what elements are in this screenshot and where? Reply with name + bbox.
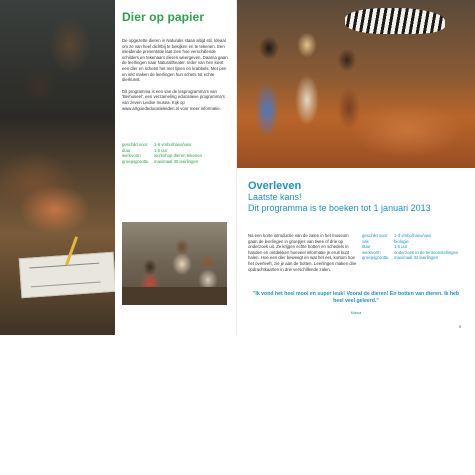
booking-deadline: Dit programma is te boeken tot 1 januari 2013 xyxy=(248,203,431,213)
info-row xyxy=(122,159,232,165)
program-paragraph: Dit programma is een van de lesprogramma's van 'Bemuseel', een verzameling educatieve programma's van zeven Leidse musea. Kijk op www.artgoededucatieleiden.nl voor meer informatie. xyxy=(122,88,225,111)
student-quote: "Ik vond het heel mooi en super leuk! Vooral de dieren! En botten van dieren. Ik heb heel veel geleerd." xyxy=(252,291,460,304)
info-key: duur xyxy=(122,147,131,153)
classroom-photo xyxy=(122,222,227,305)
info-row xyxy=(362,255,470,261)
info-value: workshop dieren tekenen xyxy=(154,153,203,159)
intro-paragraph: De opgezette dieren in Naturalis staan altijd stil. Ideaal om ze van heel dichtbij te bekijken en te tekenen. Een inleidende presentatie laat zien hoe verschillende schilders en tekenaars dieren weergeven. Daarna gaan de leerlingen naar Naturaltheater. Ieder van hen kiest een dier en schetst het met lijnen en krabbels. Met pen en inkt maken de leerlingen hun schets tot echte dierkunst. xyxy=(122,38,228,83)
page-title-dier-op-papier: Dier op papier xyxy=(122,10,205,24)
museum-drawing-photo xyxy=(0,0,115,335)
left-text-column xyxy=(122,10,230,117)
last-chance-label: Laatste kans! xyxy=(248,192,302,202)
info-key: werkvorm xyxy=(362,249,381,255)
info-value: 1-3 vmbo/havo/vwo xyxy=(394,233,432,238)
info-key: groepsgrootte xyxy=(362,255,389,261)
info-key: vak xyxy=(362,238,369,244)
info-key: duur xyxy=(362,244,371,250)
info-value: biologie xyxy=(394,238,409,244)
info-value: 1,5 uur xyxy=(394,244,408,250)
quote-author: Mawa xyxy=(350,310,362,315)
info-value: 1,5 uur xyxy=(154,147,168,153)
info-key: geschikt voor xyxy=(122,142,148,147)
info-value: onderzoek in de tentoonstellingen xyxy=(394,249,459,255)
overleven-paragraph: Na een korte introductie van de zalen in het museum gaan de leerlingen in groepjes van twee of drie op onderzoek uit. Ze krijgen echte botten en schedels in handen en ontdekken hoeveel informatie je eruit kunt halen. Hoe een dier beweegt en wat het eet, kortom hoe het overleeft, zie je aan de botten. Leerlingen maken drie opdrachtkaarten in drie verschillende zalen. xyxy=(248,233,357,272)
info-key: geschikt voor xyxy=(362,233,388,238)
right-body-column xyxy=(248,233,358,272)
info-value: maximaal 32 leerlingen xyxy=(394,255,439,261)
program-info-table xyxy=(122,142,232,164)
blank-area xyxy=(0,335,475,475)
info-key: groepsgrootte xyxy=(122,158,149,164)
page-number: 9 xyxy=(459,324,462,329)
info-value: maximaal 35 leerlingen xyxy=(154,158,199,164)
info-value: 1-6 vmbo/havo/vwo xyxy=(154,142,192,147)
page-title-overleven: Overleven xyxy=(248,180,302,192)
zebra-exhibit xyxy=(345,8,445,34)
right-header xyxy=(248,180,470,214)
info-key: werkvorm xyxy=(122,153,141,159)
overleven-info-table xyxy=(362,233,470,261)
desk xyxy=(122,287,227,305)
